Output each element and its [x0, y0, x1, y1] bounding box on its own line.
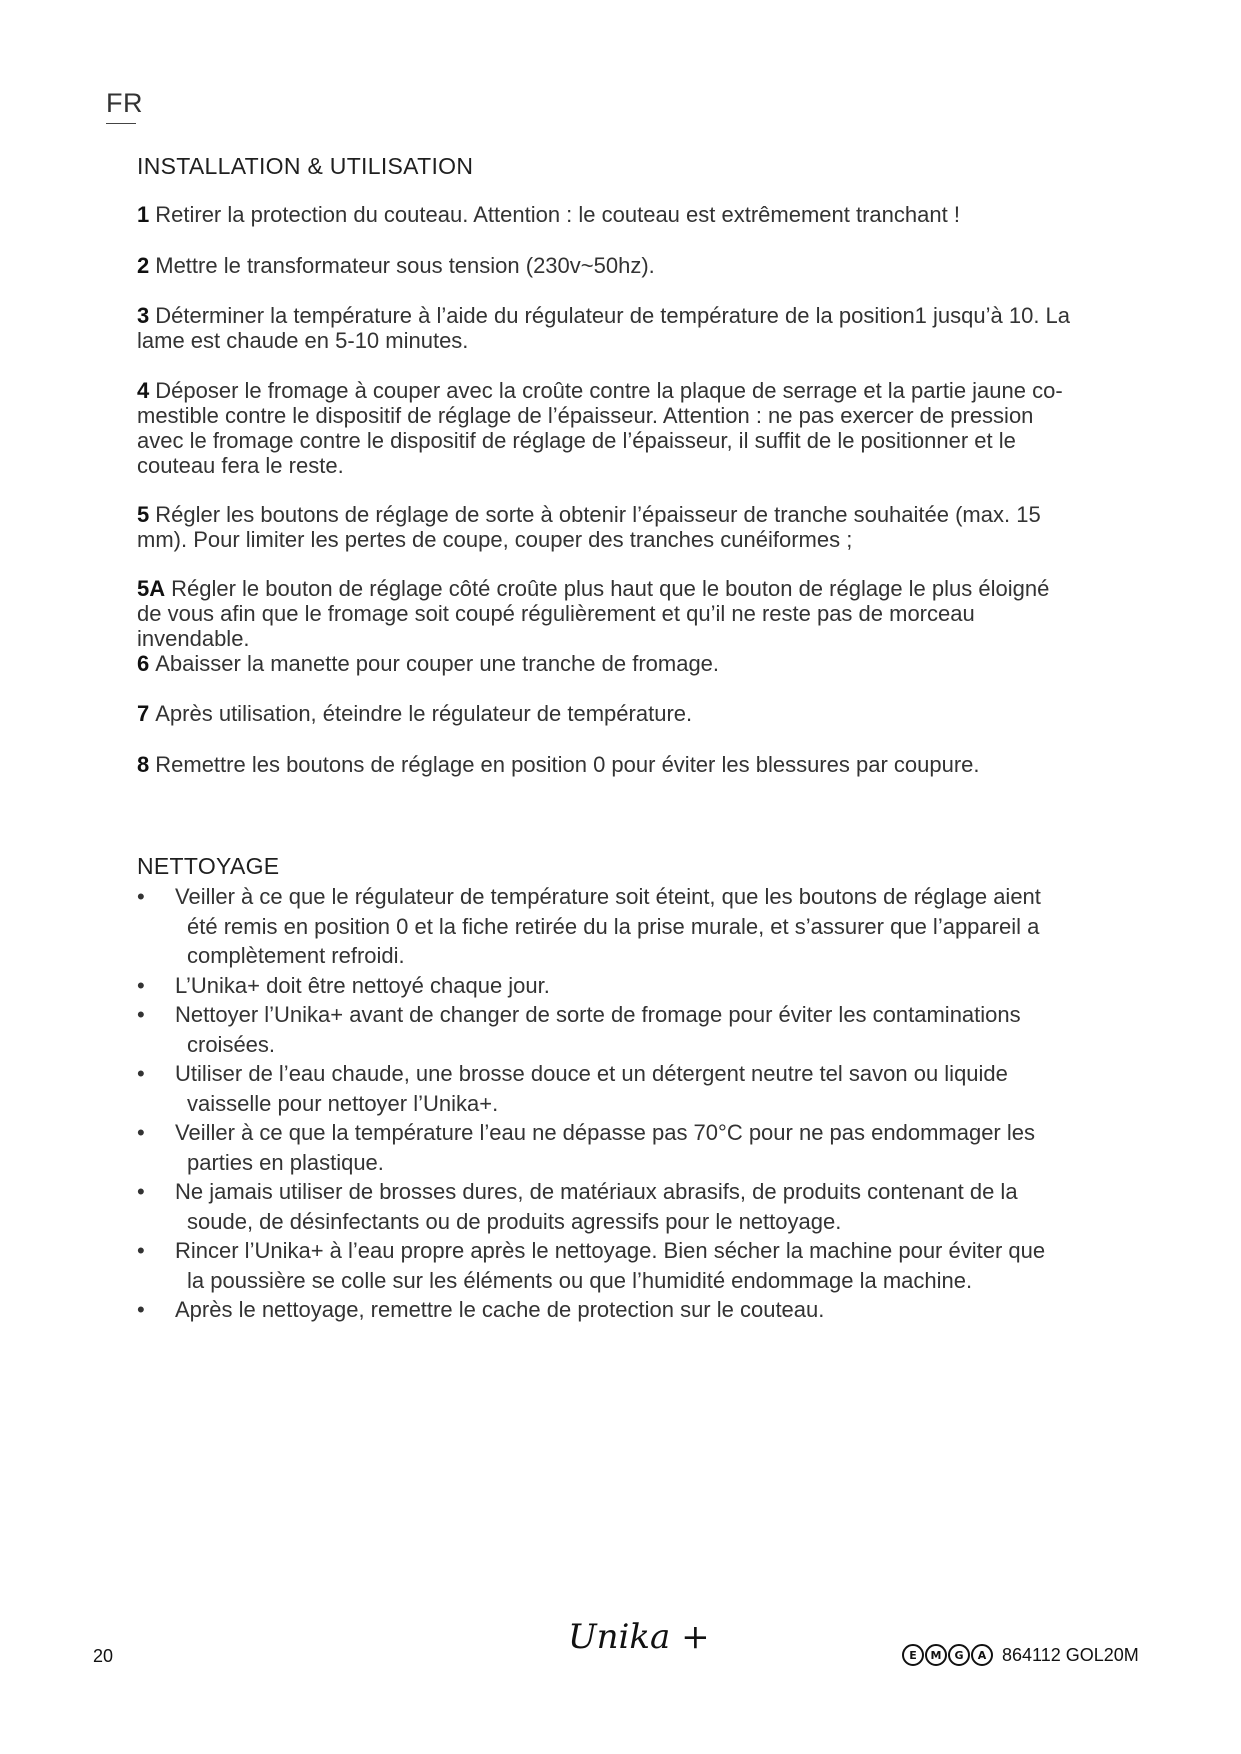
list-item	[137, 1236, 1067, 1295]
emga-logo-letter: E	[902, 1644, 924, 1666]
step-3	[137, 303, 1072, 353]
list-item-text: Nettoyer l’Unika+ avant de changer de sorte de fromage pour éviter les contaminations croisées.	[175, 1002, 1021, 1057]
installation-title: INSTALLATION & UTILISATION	[137, 153, 474, 179]
step-text: Déposer le fromage à couper avec la croûte contre la plaque de serrage et la partie jaune co-mestible contre le dispositif de réglage de l’épaisseur. Attention : ne pas exercer de pression avec le fromage contre le dispositif de réglage de l’épaisseur, il suffit de le positionner et le couteau fera le reste.	[137, 378, 1063, 478]
list-item-text: Rincer l’Unika+ à l’eau propre après le nettoyage. Bien sécher la machine pour éviter que la poussière se colle sur les éléments ou que l’humidité endommage la machine.	[175, 1238, 1046, 1293]
list-item	[137, 1295, 1067, 1325]
list-item-text: L’Unika+ doit être nettoyé chaque jour.	[175, 972, 550, 998]
step-number: 8	[137, 752, 150, 777]
step-2	[137, 253, 1072, 278]
step-number: 5A	[137, 576, 166, 601]
brand-block	[902, 1644, 1139, 1666]
step-5a	[137, 576, 1072, 651]
step-5	[137, 502, 1072, 552]
bullet: •	[137, 1297, 145, 1322]
step-1	[137, 202, 1072, 227]
list-item-text: Veiller à ce que le régulateur de température soit éteint, que les boutons de réglage aient été remis en position 0 et la fiche retirée du la prise murale, et s’assurer que l’appareil a complètement refroidi.	[175, 884, 1041, 968]
bullet: •	[137, 1179, 145, 1204]
step-7	[137, 701, 1072, 726]
bullet: •	[137, 1238, 145, 1263]
step-number: 5	[137, 502, 150, 527]
emga-logo-letter: A	[971, 1644, 993, 1666]
step-number: 2	[137, 253, 150, 278]
bullet: •	[137, 1061, 145, 1086]
step-number: 7	[137, 701, 150, 726]
cleaning-list	[137, 882, 1067, 1325]
step-text: Après utilisation, éteindre le régulateur de température.	[155, 701, 693, 726]
step-number: 6	[137, 651, 150, 676]
step-text: Mettre le transformateur sous tension (230v~50hz).	[155, 253, 655, 278]
step-text: Déterminer la température à l’aide du régulateur de température de la position1 jusqu’à 10. La lame est chaude en 5-10 minutes.	[137, 303, 1071, 353]
list-item-text: Après le nettoyage, remettre le cache de protection sur le couteau.	[175, 1297, 825, 1322]
list-item-text: Ne jamais utiliser de brosses dures, de matériaux abrasifs, de produits contenant de la soude, de désinfectants ou de produits agressifs pour le nettoyage.	[175, 1179, 1018, 1234]
bullet: •	[137, 1002, 145, 1027]
bullet: •	[137, 1120, 145, 1145]
step-text: Régler les boutons de réglage de sorte à obtenir l’épaisseur de tranche souhaitée (max. 15 mm). Pour limiter les pertes de coupe, couper des tranches cunéiformes ;	[137, 502, 1041, 552]
step-number: 1	[137, 202, 150, 227]
list-item-text: Veiller à ce que la température l’eau ne dépasse pas 70°C pour ne pas endommager les parties en plastique.	[175, 1120, 1035, 1175]
list-item	[137, 1118, 1067, 1177]
step-number: 3	[137, 303, 150, 328]
step-text: Régler le bouton de réglage côté croûte plus haut que le bouton de réglage le plus éloigné de vous afin que le fromage soit coupé régulièrement et qu’il ne reste pas de morceau invendable.	[137, 576, 1050, 651]
model-number: 864112 GOL20M	[1002, 1644, 1139, 1665]
list-item	[137, 1059, 1067, 1118]
emga-logo-letter: G	[948, 1644, 970, 1666]
list-item	[137, 882, 1067, 971]
step-6	[137, 651, 1072, 676]
emga-logo-letter: M	[925, 1644, 947, 1666]
step-text: Abaisser la manette pour couper une tranche de fromage.	[155, 651, 720, 676]
language-underline	[106, 123, 136, 124]
step-text: Retirer la protection du couteau. Attention : le couteau est extrêmement tranchant !	[155, 202, 960, 227]
list-item	[137, 1177, 1067, 1236]
bullet: •	[137, 884, 145, 909]
language-label: FR	[106, 88, 143, 118]
list-item	[137, 971, 1067, 1001]
step-4	[137, 378, 1072, 478]
unika-logo: Unika +	[568, 1617, 710, 1657]
step-text: Remettre les boutons de réglage en position 0 pour éviter les blessures par coupure.	[155, 752, 980, 777]
cleaning-title: NETTOYAGE	[137, 853, 280, 879]
bullet: •	[137, 972, 145, 998]
step-8	[137, 752, 1072, 777]
list-item-text: Utiliser de l’eau chaude, une brosse douce et un détergent neutre tel savon ou liquide vaisselle pour nettoyer l’Unika+.	[175, 1061, 1008, 1116]
page-number: 20	[93, 1646, 114, 1666]
list-item	[137, 1000, 1067, 1059]
step-number: 4	[137, 378, 150, 403]
